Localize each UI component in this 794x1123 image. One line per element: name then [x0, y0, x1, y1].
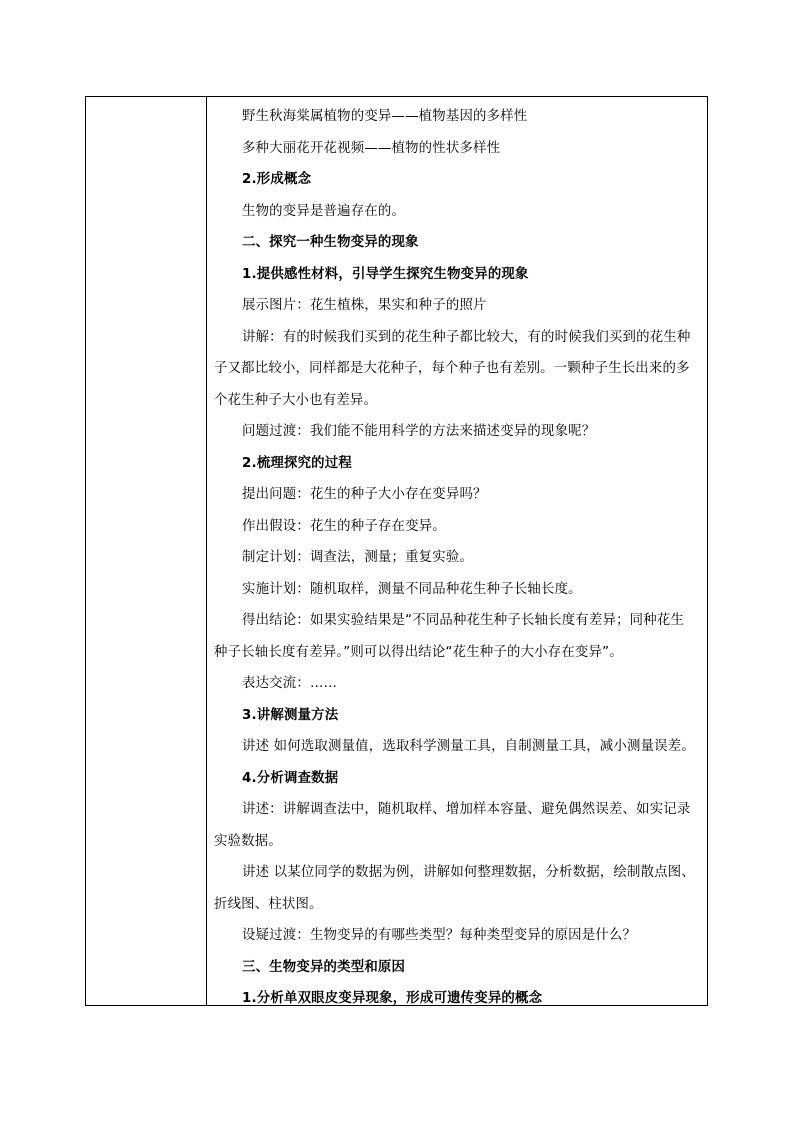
paragraph-line: 得出结论：如果实验结果是“不同品种花生种子长轴长度有差异；同种花生 [242, 613, 685, 628]
section-heading: 1.提供感性材料，引导学生探究生物变异的现象 [242, 266, 529, 282]
paragraph-line: 实验数据。 [214, 833, 282, 849]
paragraph-line: 子又都比较小，同样都是大花种子，每个种子也有差别。一颗种子生长出来的多 [214, 361, 690, 376]
paragraph-line: 讲述：讲解调查法中，随机取样、增加样本容量、避免偶然误差、如实记录 [242, 802, 691, 817]
section-heading: 2.梳理探究的过程 [242, 455, 352, 471]
paragraph-line: 设疑过渡：生物变异的有哪些类型？每种类型变异的原因是什么？ [242, 928, 637, 943]
section-heading: 4.分析调查数据 [242, 770, 339, 786]
section-heading: 2.形成概念 [242, 172, 312, 187]
section-heading: 3.讲解测量方法 [242, 707, 339, 723]
paragraph-line: 多种大丽花开花视频——植物的性状多样性 [242, 140, 501, 156]
paragraph-line: 讲述 以某位同学的数据为例，讲解如何整理数据，分析数据，绘制散点图、 [242, 865, 695, 880]
paragraph-line: 实施计划：随机取样，测量不同品种花生种子长轴长度。 [242, 581, 582, 597]
paragraph-line: 讲述 如何选取测量值，选取科学测量工具，自制测量工具，减小测量误差。 [242, 739, 695, 754]
paragraph-line: 种子长轴长度有差异。”则可以得出结论“花生种子的大小存在变异”。 [214, 644, 623, 660]
paragraph-line: 制定计划：调查法，测量；重复实验。 [242, 550, 474, 565]
section-heading: 三、生物变异的类型和原因 [242, 959, 406, 975]
paragraph-line: 生物的变异是普遍存在的。 [242, 203, 406, 219]
section-heading: 1.分析单双眼皮变异现象，形成可遗传变异的概念 [242, 991, 543, 1006]
paragraph-line: 个花生种子大小也有差异。 [214, 392, 378, 408]
section-heading: 二、探究一种生物变异的现象 [242, 235, 419, 250]
paragraph-line: 作出假设：花生的种子存在变异。 [242, 518, 446, 534]
content-column [207, 97, 707, 1005]
paragraph-line: 野生秋海棠属植物的变异——植物基因的多样性 [242, 109, 528, 124]
paragraph-line: 讲解：有的时候我们买到的花生种子都比较大，有的时候我们买到的花生种 [242, 329, 691, 345]
paragraph-line: 折线图、柱状图。 [214, 896, 323, 912]
paragraph-line: 问题过渡：我们能不能用科学的方法来描述变异的现象呢？ [242, 424, 596, 439]
left-column [86, 97, 207, 1005]
lesson-table [85, 96, 708, 1006]
paragraph-line: 展示图片：花生植株，果实和种子的照片 [242, 298, 487, 313]
paragraph-line: 提出问题：花生的种子大小存在变异吗？ [242, 487, 487, 502]
paragraph-line: 表达交流：…… [242, 676, 338, 691]
